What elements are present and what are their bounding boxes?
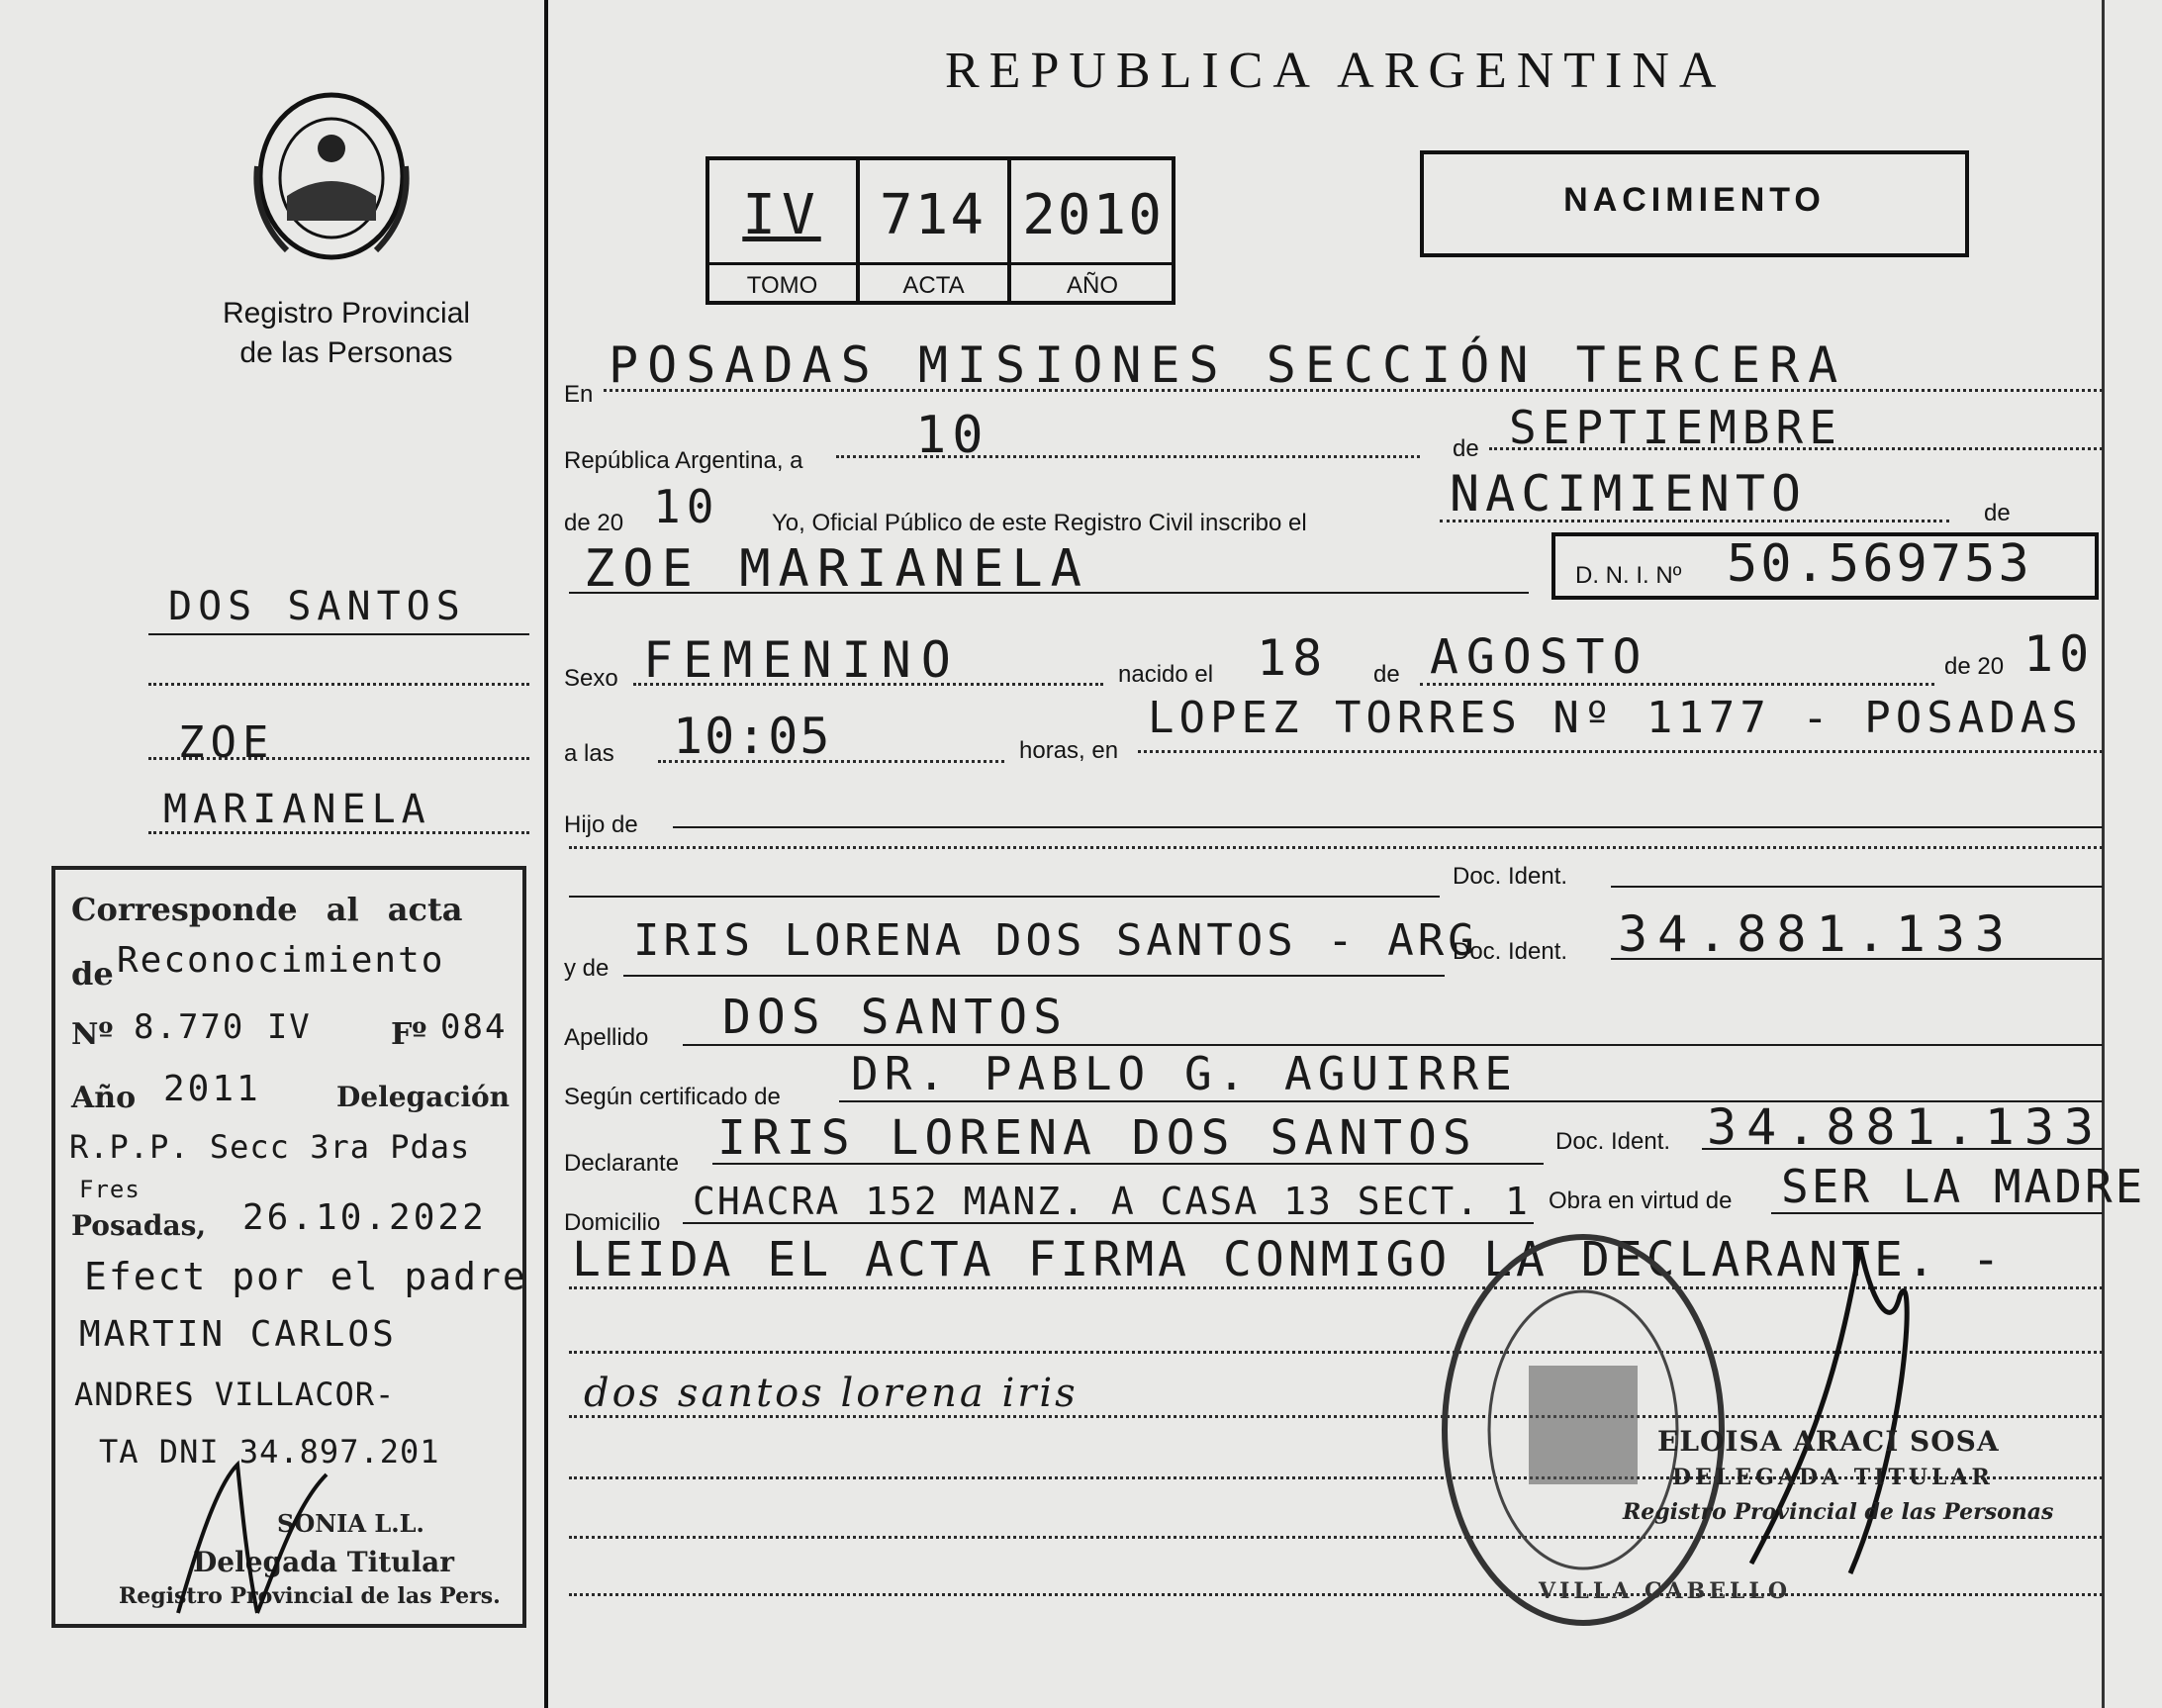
row16-value: dos santos lorena iris (584, 1371, 1079, 1416)
row3-event: NACIMIENTO (1450, 465, 1808, 522)
row5-sex: FEMENINO (643, 631, 961, 689)
row3-de-label: de (1984, 500, 2011, 526)
annotation-line7: Efect por el padre (84, 1255, 527, 1298)
row19-line (569, 1593, 2103, 1596)
anio-value: 2010 (1022, 183, 1164, 247)
acta-label: ACTA (902, 272, 965, 299)
row5-born-label: nacido el (1118, 661, 1214, 688)
record-box-hline (705, 262, 1175, 265)
row9-label: y de (564, 955, 610, 982)
annotation-line2-label: de (71, 955, 114, 993)
row9-line (623, 975, 1445, 977)
row5-day: 18 (1257, 629, 1329, 687)
round-stamp-city: VILLA CABELLO (1539, 1578, 1792, 1604)
annotation-line2-value: Reconocimiento (117, 940, 445, 981)
annotation-line3-value: 8.770 IV (134, 1007, 312, 1047)
country-title: REPUBLICA ARGENTINA (945, 43, 1727, 99)
annotation-stamp-name: SONIA L.L. (277, 1509, 424, 1538)
margin-rule-1 (148, 633, 529, 635)
record-type-title: NACIMIENTO (1563, 181, 1826, 219)
row7-line (673, 826, 2103, 828)
official-stamp-name: ELOISA ARACI SOSA (1657, 1425, 2000, 1458)
page-right-edge (2102, 0, 2105, 1708)
annotation-line9: ANDRES VILLACOR- (74, 1376, 396, 1413)
annotation-line6-label: Posadas, (71, 1209, 207, 1242)
margin-dots-3 (148, 831, 529, 834)
row10-value: DOS SANTOS (722, 990, 1068, 1045)
row5-line-b (1420, 683, 1934, 686)
registry-name-line2: de las Personas (239, 336, 453, 369)
row3-line (1440, 520, 1949, 522)
row11-label: Según certificado de (564, 1084, 781, 1110)
row5-label: Sexo (564, 665, 618, 692)
tomo-value: IV (742, 183, 821, 247)
tomo-label: TOMO (746, 272, 818, 299)
row6-line-a (658, 760, 1004, 763)
row10-label: Apellido (564, 1024, 649, 1051)
row13-label: Domicilio (564, 1209, 661, 1236)
official-stamp-org: Registro Provincial de las Personas (1623, 1499, 2054, 1525)
annotation-line6-value: 26.10.2022 (242, 1197, 487, 1238)
provincial-seal-icon (247, 87, 416, 265)
row9-doc-value: 34.881.133 (1618, 905, 2016, 963)
row5-de-label: de (1373, 661, 1400, 688)
row8-doc-line (1611, 886, 2103, 888)
row5-year-label: de 20 (1944, 653, 2005, 680)
row7-label: Hijo de (564, 811, 638, 838)
row13-value: CHACRA 152 MANZ. A CASA 13 SECT. 1 (693, 1180, 1530, 1223)
row5-year: 10 (2023, 625, 2096, 683)
row9-value: IRIS LORENA DOS SANTOS - ARG (633, 915, 1478, 966)
margin-given-name-2: MARIANELA (163, 787, 431, 832)
row1-label: En (564, 381, 594, 408)
row1-value: POSADAS MISIONES SECCIÓN TERCERA (609, 336, 1847, 394)
row9-doc-line (1611, 958, 2103, 960)
annotation-signature-icon (158, 1445, 356, 1623)
row10-line (683, 1044, 2103, 1046)
annotation-line6-prefix: Fres (79, 1176, 141, 1203)
row9-doc-label: Doc. Ident. (1453, 938, 1568, 965)
official-stamp-role: DELEGADA TITULAR (1672, 1465, 1994, 1490)
row2-month: SEPTIEMBRE (1509, 401, 1842, 454)
annotation-line8: MARTIN CARLOS (79, 1314, 397, 1355)
row7-line-2 (569, 846, 2103, 849)
margin-surname: DOS SANTOS (168, 584, 466, 629)
margin-dots-1 (148, 683, 529, 686)
row6-place: LOPEZ TORRES Nº 1177 - POSADAS (1148, 693, 2083, 743)
row12-doc-line (1702, 1148, 2103, 1150)
row8-doc-label: Doc. Ident. (1453, 863, 1568, 890)
row3-label-pre: de 20 (564, 510, 624, 536)
annotation-line3-label: Nº (71, 1017, 114, 1052)
annotation-stamp-role: Delegada Titular (193, 1546, 455, 1578)
column-divider (544, 0, 548, 1708)
row13-obra-value: SER LA MADRE (1781, 1160, 2146, 1213)
annotation-line1: Corresponde al acta (71, 891, 463, 928)
row12-doc-value: 34.881.133 (1707, 1098, 2105, 1156)
annotation-line5-value: R.P.P. Secc 3ra Pdas (69, 1128, 471, 1166)
row4-name: ZOE MARIANELA (584, 539, 1089, 599)
row2-day: 10 (915, 406, 989, 465)
row5-line-a (633, 683, 1103, 686)
annotation-line3-f-label: Fº (391, 1017, 427, 1052)
row4-line (569, 592, 1529, 594)
margin-dots-2 (148, 757, 529, 760)
official-signature-icon (1741, 1237, 1939, 1593)
dni-value: 50.569753 (1727, 534, 2032, 594)
dni-label: D. N. I. Nº (1575, 562, 1682, 589)
row6-hours-label: horas, en (1019, 737, 1119, 764)
row5-month: AGOSTO (1430, 629, 1649, 685)
margin-given-name-1: ZOE (178, 717, 275, 768)
row6-label: a las (564, 740, 614, 767)
row2-de-label: de (1453, 435, 1479, 462)
row12-value: IRIS LORENA DOS SANTOS (717, 1110, 1477, 1166)
row8-line (569, 896, 1440, 898)
annotation-line4-label: Año (71, 1081, 137, 1115)
anio-label: AÑO (1066, 272, 1118, 299)
annotation-line4-deleg: Delegación (336, 1081, 510, 1113)
acta-value: 714 (879, 183, 987, 247)
row2-label: República Argentina, a (564, 447, 803, 474)
annotation-stamp-org: Registro Provincial de las Pers. (119, 1583, 501, 1609)
row12-doc-label: Doc. Ident. (1555, 1128, 1671, 1155)
row13-line (683, 1222, 1534, 1224)
row12-label: Declarante (564, 1150, 680, 1177)
row14-value: LEIDA EL ACTA FIRMA CONMIGO LA DECLARANTE. - (572, 1232, 2005, 1287)
registry-name-line1: Registro Provincial (222, 297, 471, 330)
row3-label-mid: Yo, Oficial Público de este Registro Civil inscribo el (772, 510, 1307, 536)
row13-obra-label: Obra en virtud de (1549, 1187, 1733, 1214)
row12-line (712, 1163, 1544, 1165)
annotation-line10: TA DNI 34.897.201 (99, 1433, 440, 1471)
row11-value: DR. PABLO G. AGUIRRE (851, 1047, 1518, 1100)
row13-obra-line (1771, 1212, 2103, 1214)
row6-time: 10:05 (673, 708, 832, 765)
row3-year: 10 (653, 480, 720, 533)
annotation-line4-value: 2011 (163, 1069, 261, 1109)
annotation-line3-f-value: 084 (440, 1007, 508, 1047)
row6-line-b (1138, 750, 2103, 753)
